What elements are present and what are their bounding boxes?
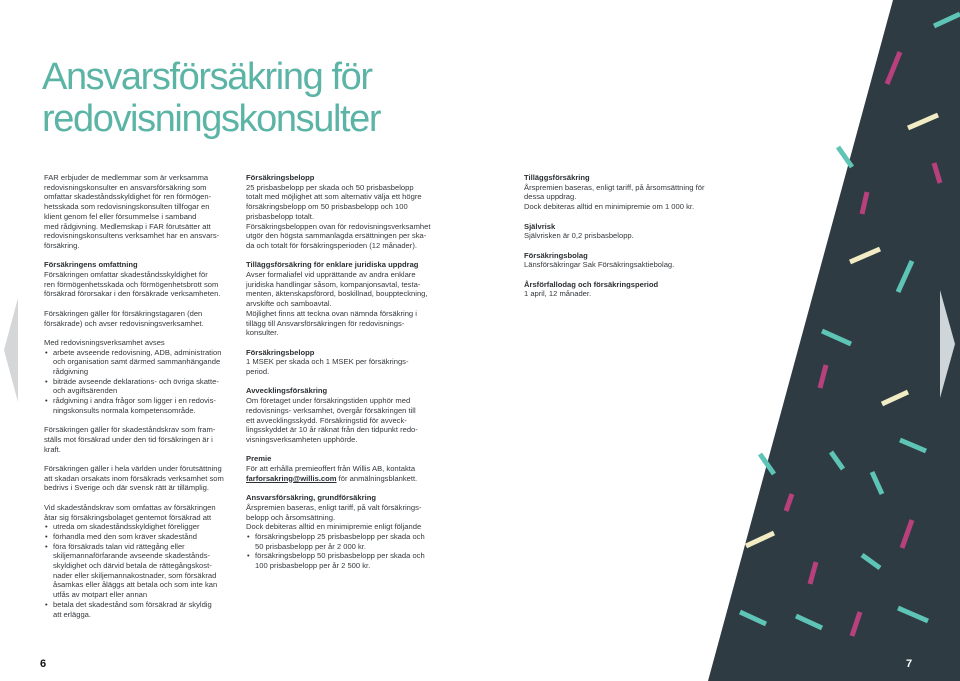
text-line: redovisningskonsultens verksamhet har en ansvars-: [44, 231, 220, 241]
list-item: [44, 522, 224, 532]
list-item: [246, 551, 432, 570]
text-line: arvskifte och samboavtal.: [246, 299, 332, 309]
section-heading: Ansvarsförsäkring, grundförsäkring: [246, 493, 376, 503]
text-line: 50 prisbasbelopp per år 2 000 kr.: [255, 541, 367, 551]
text-line: 1 MSEK per skada och 1 MSEK per försäkrings-: [246, 357, 409, 367]
company-section: [524, 251, 714, 270]
text-line: skiljemannaförfarande avseende skadestånds-: [53, 551, 211, 561]
text-line: dessa uppdrag.: [524, 192, 577, 202]
text-line: Avser formaliafel vid upprättande av andra enklare: [246, 270, 416, 280]
section-heading: Avvecklingsförsäkring: [246, 386, 328, 396]
text-line: Med redovisningsverksamhet avses: [44, 337, 165, 347]
text-line: nader eller skiljemannakostnader, som försäkrad: [53, 570, 217, 580]
basic-insurance-section: [246, 493, 432, 571]
section-heading: Självrisk: [524, 221, 556, 231]
section-heading: Årsförfallodag och försäkringsperiod: [524, 279, 659, 289]
amount2-section: [246, 348, 432, 377]
column-left: [44, 173, 224, 629]
bullet-list: [44, 348, 224, 416]
column-middle: [246, 173, 432, 580]
text-line: Försäkringsbeloppen ovan för redovisningsverksamhet: [246, 221, 431, 231]
text-line: klient genom fel eller försummelse i samband: [44, 211, 197, 221]
text-line: konsulter.: [246, 328, 279, 338]
due-date-section: [524, 280, 714, 299]
text-line: 1 april, 12 månader.: [524, 289, 592, 299]
section-heading: Premie: [246, 454, 272, 464]
text-line: försäkrade) och avser redovisningsverksamhet.: [44, 318, 204, 328]
text-line: utfås av motpart eller annan: [53, 590, 148, 600]
text-line: totalt med möjlighet att som alternativ välja ett högre: [246, 192, 422, 202]
premium-section: [246, 454, 432, 483]
legal-extra-section: [246, 260, 432, 338]
section-heading: Försäkringsbolag: [524, 250, 588, 260]
text-line: hetsskada som redovisningskonsulten tillfogar en: [44, 202, 210, 212]
text-line: ningskonsults normala kompetensområde.: [53, 405, 196, 415]
text-line: • försäkringsbelopp 25 prisbasbelopp per skada och: [255, 531, 425, 541]
text-line: 100 prisbasbelopp per år 2 500 kr.: [255, 561, 371, 571]
list-item: [44, 532, 224, 542]
text-line: • arbete avseende redovisning, ADB, administration: [53, 347, 222, 357]
text-line: rådgivning: [53, 367, 89, 377]
text-line: Länsförsäkringar Sak Försäkringsaktiebolag.: [524, 260, 675, 270]
text-line: belopp och årsomsättning.: [246, 512, 336, 522]
text-line: • föra försäkrads talan vid rättegång eller: [53, 541, 185, 551]
text-line: prisbasbelopp totalt.: [246, 211, 314, 221]
text-line: • biträde avseende deklarations- och övriga skatte-: [53, 376, 219, 386]
text-line: • betala det skadestånd som försäkrad är skyldig: [53, 599, 212, 609]
text-line: Självrisken är 0,2 prisbasbelopp.: [524, 231, 634, 241]
deductible-section: [524, 222, 714, 241]
section-heading: Tilläggsförsäkring: [524, 173, 590, 182]
text-line: omfattar skadeståndsskyldighet för ren förmögen-: [44, 192, 212, 202]
previous-page-arrow-icon[interactable]: [4, 298, 18, 402]
text-line: att skadan orsakats inom försäkrads verksamhet som: [44, 473, 224, 483]
text-line: utgör den högsta sammanlagda ersättningen per ska-: [246, 231, 427, 241]
text-line: ett avvecklingsskydd. Försäkringstid för avveck-: [246, 415, 407, 425]
page-number-left: 6: [40, 658, 47, 670]
list-item: [44, 600, 224, 619]
bullet-list: [246, 532, 432, 571]
text-line: bedrivs i Sverige och där svensk rätt är tillämplig.: [44, 483, 210, 493]
text-line: ren förmögenhetsskada och förmögenhetsbrott som: [44, 279, 219, 289]
text-line: tillägg till Ansvarsförsäkringen för redovisnings-: [246, 318, 405, 328]
text-line: FAR erbjuder de medlemmar som är verksamma: [44, 173, 209, 182]
section-heading: Försäkringens omfattning: [44, 260, 138, 270]
amount-section: [246, 173, 432, 251]
text-line: försäkrad förorsakar i den försäkrade verksamheten.: [44, 289, 221, 299]
extra-insurance-section: [524, 173, 714, 212]
text-line: och organisation samt därmed sammanhängande: [53, 357, 221, 367]
list-item: [44, 542, 224, 600]
claims-section: [44, 425, 224, 454]
title-line: redovisningskonsulter: [42, 98, 381, 140]
text-line: och avgiftsärenden: [53, 386, 118, 396]
text-line: försäkringsbelopp om 50 prisbasbelopp och 100: [246, 202, 408, 212]
dark-diagonal-shape: [708, 0, 960, 681]
text-line: skyldighet och därvid betala de rättegångskost-: [53, 561, 212, 571]
text-line: visningsverksamheten upphörde.: [246, 434, 358, 444]
text-line: Vid skadeståndskrav som omfattas av försäkringen: [44, 502, 216, 512]
text-line: Om företaget under försäkringstiden upphör med: [246, 396, 411, 406]
text-line: Försäkringen gäller i hela världen under förutsättning: [44, 464, 222, 474]
list-item: [44, 396, 224, 415]
text-line: redovisningskonsulter en ansvarsförsäkring som: [44, 182, 207, 192]
text-line: redovisnings- verksamhet, övergår försäkringen till: [246, 405, 416, 415]
text-line: period.: [246, 367, 270, 377]
confetti-stroke: [838, 147, 852, 167]
text-line: Dock debiteras alltid en minimipremie enligt följande: [246, 522, 422, 532]
page-title: [42, 56, 502, 140]
activity-section: [44, 338, 224, 416]
text-line: åtar sig försäkringsbolaget gentemot försäkrad att: [44, 512, 212, 522]
world-section: [44, 464, 224, 493]
text-line: försäkring.: [44, 240, 80, 250]
text-line: Försäkringen gäller för försäkringstagaren (den: [44, 308, 203, 318]
email-link[interactable]: farforsakring@willis.com: [246, 473, 337, 483]
list-item: [44, 377, 224, 396]
text-line: Försäkringen gäller för skadeståndskrav som fram-: [44, 425, 216, 435]
text-line: kraft.: [44, 444, 61, 454]
text-line: Dock debiteras alltid en minimipremie om 1 000 kr.: [524, 202, 695, 212]
text-line: [246, 474, 432, 484]
text-line: menten, äktenskapsförord, boskillnad, bouppteckning,: [246, 289, 428, 299]
applies-section: [44, 309, 224, 328]
section-heading: Tilläggsförsäkring för enklare juridiska uppdrag: [246, 260, 419, 270]
text-line: att erlägga.: [53, 609, 91, 619]
text-line: da och totalt för försäkringsperioden (12 månader).: [246, 240, 417, 250]
bullet-list: [44, 522, 224, 619]
column-right: [524, 173, 714, 309]
obligation-section: [44, 503, 224, 619]
scope-section: [44, 260, 224, 299]
text-line: • rådgivning i andra frågor som ligger i en redovis-: [53, 396, 216, 406]
text-line: lingsskyddet är 10 år räknat från den tidpunkt redo-: [246, 425, 418, 435]
list-item: [246, 532, 432, 551]
section-heading: Försäkringsbelopp: [246, 347, 315, 357]
page-number-right: 7: [906, 658, 913, 670]
text-line: med rådgivning. Medlemskap i FAR förutsätter att: [44, 221, 211, 231]
text-line: • utreda om skadeståndsskyldighet föreligger: [53, 522, 200, 532]
text-line: Årspremien baseras, enligt tariff, på valt försäkrings-: [246, 502, 422, 512]
text-line: För att erhålla premieoffert från Willis AB, kontakta: [246, 464, 416, 474]
text-line: • förhandla med den som kräver skadestånd: [53, 531, 197, 541]
text-line: juridiska handlingar såsom, kompanjonsavtal, testa-: [246, 279, 421, 289]
text-line: 25 prisbasbelopp per skada och 50 prisbasbelopp: [246, 182, 414, 192]
intro-section: [44, 173, 224, 251]
winding-up-section: [246, 386, 432, 444]
text-line: • försäkringsbelopp 50 prisbasbelopp per skada och: [255, 551, 425, 561]
text-line: åsamkas eller åläggs att betala och som inte kan: [53, 580, 218, 590]
text-line: Försäkringen omfattar skadeståndsskyldighet för: [44, 270, 208, 280]
title-line: Ansvarsförsäkring för: [42, 56, 372, 98]
text-fragment: för anmälningsblankett.: [336, 473, 418, 483]
text-line: Årspremien baseras, enligt tariff, på årsomsättning för: [524, 182, 705, 192]
text-line: ställs mot försäkrad under den tid försäkringen är i: [44, 434, 213, 444]
next-page-arrow-icon[interactable]: [940, 290, 955, 398]
text-line: Möjlighet finns att teckna ovan nämnda försäkring i: [246, 308, 417, 318]
list-item: [44, 348, 224, 377]
section-heading: Försäkringsbelopp: [246, 173, 315, 182]
